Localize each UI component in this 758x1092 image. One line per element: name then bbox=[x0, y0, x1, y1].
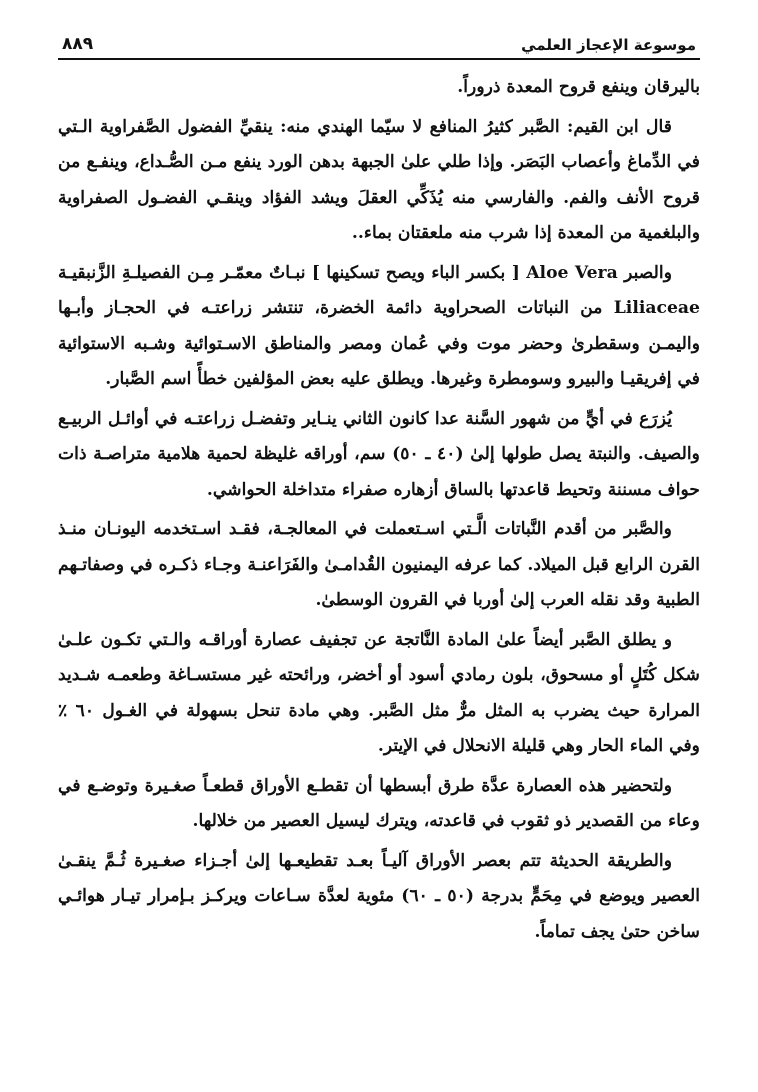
book-page bbox=[58, 28, 700, 1068]
paragraph-ibn-qayyim-quote: قال ابن القيم: الصَّبر كثيرُ المنافع لا سيّما الهندي منه: ينقيِّ الفضول الصَّفراوية الـتي في الدِّماغ وأعصاب البَصَر. وإذا طلي علىٰ الجبهة بدهن الورد ينفع مـن الصُّـداع، وينفـع من قروح الأنف والفم. والفارسي منه يُذَكِّي العقلَ ويشد الفؤاد وينقـي الفضـول الصفراوية والبلغمية من المعدة إذا شرب منه ملعقتان بماء.. bbox=[58, 116, 700, 243]
header-title: موسوعة الإعجاز العلمي bbox=[521, 36, 696, 54]
paragraph-aloe-vera-description: والصبر Aloe Vera [ بكسر الباء ويصح تسكينها ] نبـاتٌ معمّـر مِـن الفصيلـةِ الزَّنبقيـة Liliaceae من النباتات الصحراوية دائمة الخضرة، تنتشر زراعتـه في الحجـاز وأبـها واليمـن وسقطرىٰ وحضر موت وفي عُمان ومصر والمناطق الاسـتوائية وشـبه الاستوائية في إفريقيـا والبيرو وسومطرة وغيرها. ويطلق عليه بعض المؤلفين خطأً اسم الصَّبار. bbox=[58, 262, 700, 389]
paragraph-cultivation: يُزرَع في أيٍّ من شهور السَّنة عدا كانون الثاني ينـاير وتفضـل زراعتـه في أوائـل الربيـع والصيف. والنبتة يصل طولها إلىٰ (٤٠ ـ ٥٠) سم، أوراقه غليظة لحمية هلامية متراصـة ذات حواف مسننة وتحيط قاعدتها بالساق أزهاره صفراء متداخلة الحواشي. bbox=[58, 408, 700, 500]
page-number: ٨٨٩ bbox=[62, 34, 94, 54]
paragraph-continuation: باليرقان وينفع قروح المعدة ذروراً. bbox=[457, 77, 700, 97]
body-text bbox=[58, 60, 700, 950]
running-header bbox=[58, 28, 700, 60]
paragraph-history: والصَّبر من أقدم النَّباتات الَّـتي اسـتعملت في المعالجـة، فقـد اسـتخدمه اليونـان منـذ القرن الرابع قبل الميلاد. كما عرفه اليمنيون القُدامـىٰ والفَرَاعنـة وجـاء ذكـره في وصفاتـهم الطبية وقد نقله العرب إلىٰ أوربا في القرون الوسطىٰ. bbox=[58, 519, 700, 610]
paragraph-preparation-method: ولتحضير هذه العصارة عدَّة طرق أبسطها أن تقطـع الأوراق قطعـاً صغـيرة وتوضـع في وعاء من القصدير ذو ثقوب في قاعدته، ويترك ليسيل العصير من خلالها. bbox=[58, 775, 700, 831]
paragraph-extracted-substance: و يطلق الصَّبر أيضاً علىٰ المادة النَّاتجة عن تجفيف عصارة أوراقـه والـتي تكـون علـىٰ شكل كُتَلٍ أو مسحوق، بلون رمادي أسود أو أخضر، ورائحته غير مستسـاغة وطعمـه شـديد المرارة حيث يضرب به المثل مرٌّ مثل الصَّبر. وهي مادة تنحل بسهولة في الغـول ٦٠ ٪ وفي الماء الحار وهي قليلة الانحلال في الإيتر. bbox=[58, 629, 700, 756]
paragraph-modern-method: والطريقة الحديثة تتم بعصر الأوراق آليـاً بعـد تقطيعـها إلىٰ أجـزاء صغـيرة ثُـمَّ ينقـىٰ العصير ويوضع في مِحَمٍّ بدرجة (٥٠ ـ ٦٠) مئوية لعدَّة سـاعات ويركـز بـإمرار تيـار هوائـي ساخن حتىٰ يجف تماماً. bbox=[58, 850, 700, 942]
